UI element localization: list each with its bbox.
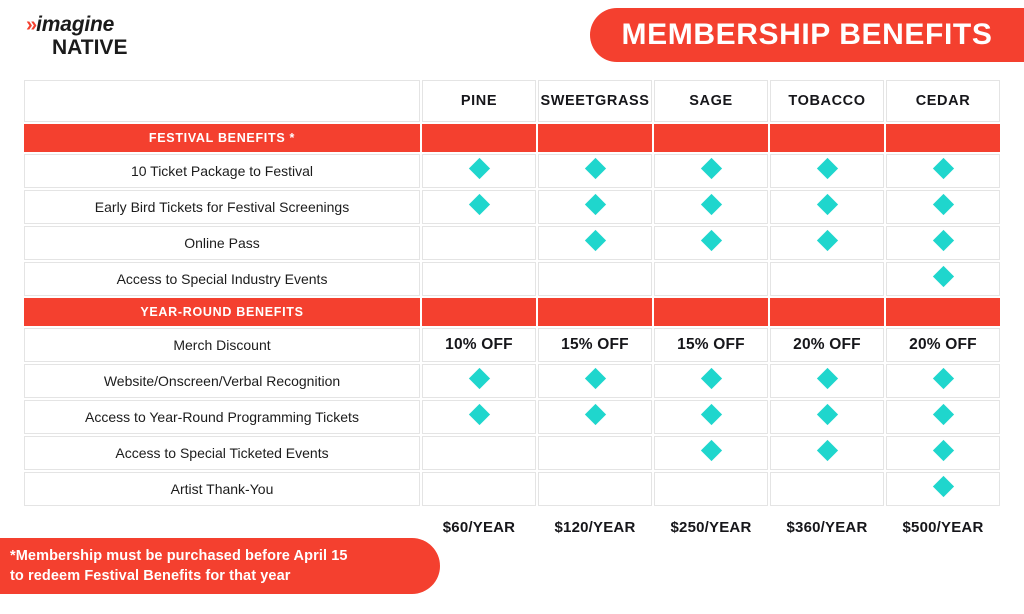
included-diamond-cell xyxy=(886,364,1000,398)
footnote-banner xyxy=(0,538,440,594)
discount-value-cell: 15% OFF xyxy=(654,328,768,362)
section-spacer-cell xyxy=(422,298,536,326)
included-diamond-cell xyxy=(886,190,1000,224)
tier-header-sweetgrass: SWEETGRASS xyxy=(538,80,652,122)
included-diamond-cell xyxy=(886,262,1000,296)
benefit-label: Website/Onscreen/Verbal Recognition xyxy=(24,364,420,398)
discount-value-cell: 20% OFF xyxy=(770,328,884,362)
price-tobacco: $360/YEAR xyxy=(786,518,868,536)
price-pine: $60/YEAR xyxy=(442,518,516,536)
section-header-row xyxy=(24,298,1000,326)
section-spacer-cell xyxy=(538,124,652,152)
table-row xyxy=(24,226,1000,260)
benefit-label: Artist Thank-You xyxy=(24,472,420,506)
included-diamond-cell xyxy=(422,364,536,398)
diamond-icon xyxy=(584,368,605,389)
section-header-row xyxy=(24,124,1000,152)
included-diamond-cell xyxy=(654,190,768,224)
table-row xyxy=(24,364,1000,398)
section-spacer-cell xyxy=(886,298,1000,326)
imaginenative-logo xyxy=(26,14,206,66)
empty-cell xyxy=(538,262,652,296)
table-row xyxy=(24,400,1000,434)
diamond-icon xyxy=(816,404,837,425)
diamond-icon xyxy=(932,368,953,389)
page-title: MEMBERSHIP BENEFITS xyxy=(621,18,993,51)
logo-word-imagine: imagine xyxy=(36,13,115,36)
benefit-label: 10 Ticket Package to Festival xyxy=(24,154,420,188)
diamond-icon xyxy=(584,230,605,251)
included-diamond-cell xyxy=(654,154,768,188)
diamond-icon xyxy=(932,230,953,251)
included-diamond-cell xyxy=(654,364,768,398)
included-diamond-cell xyxy=(886,400,1000,434)
page-header xyxy=(0,0,1024,78)
diamond-icon xyxy=(584,404,605,425)
included-diamond-cell xyxy=(886,472,1000,506)
benefit-label: Online Pass xyxy=(24,226,420,260)
diamond-icon xyxy=(700,230,721,251)
diamond-icon xyxy=(816,230,837,251)
section-spacer-cell xyxy=(538,298,652,326)
tier-header-cedar: CEDAR xyxy=(886,80,1000,122)
diamond-icon xyxy=(468,194,489,215)
diamond-icon xyxy=(700,440,721,461)
diamond-icon xyxy=(816,368,837,389)
benefits-table-wrap xyxy=(22,78,1002,548)
empty-cell xyxy=(422,226,536,260)
table-row xyxy=(24,262,1000,296)
diamond-icon xyxy=(816,158,837,179)
section-label: FESTIVAL BENEFITS * xyxy=(24,124,420,152)
table-corner-cell xyxy=(24,80,420,122)
included-diamond-cell xyxy=(422,400,536,434)
discount-value-cell: 15% OFF xyxy=(538,328,652,362)
included-diamond-cell xyxy=(538,400,652,434)
diamond-icon xyxy=(932,440,953,461)
empty-cell xyxy=(770,472,884,506)
included-diamond-cell xyxy=(654,226,768,260)
table-row xyxy=(24,472,1000,506)
included-diamond-cell xyxy=(770,400,884,434)
included-diamond-cell xyxy=(538,190,652,224)
benefit-label: Access to Year-Round Programming Tickets xyxy=(24,400,420,434)
included-diamond-cell xyxy=(538,364,652,398)
section-spacer-cell xyxy=(886,124,1000,152)
section-spacer-cell xyxy=(654,298,768,326)
included-diamond-cell xyxy=(654,400,768,434)
diamond-icon xyxy=(468,158,489,179)
diamond-icon xyxy=(816,194,837,215)
section-spacer-cell xyxy=(654,124,768,152)
diamond-icon xyxy=(700,194,721,215)
logo-line-1 xyxy=(26,14,206,36)
included-diamond-cell xyxy=(770,154,884,188)
benefits-table xyxy=(22,78,1002,548)
included-diamond-cell xyxy=(886,436,1000,470)
empty-cell xyxy=(422,262,536,296)
table-row xyxy=(24,154,1000,188)
table-header-row xyxy=(24,80,1000,122)
benefit-label: Early Bird Tickets for Festival Screenings xyxy=(24,190,420,224)
empty-cell xyxy=(654,262,768,296)
discount-value-cell: 20% OFF xyxy=(886,328,1000,362)
included-diamond-cell xyxy=(770,364,884,398)
benefit-label: Merch Discount xyxy=(24,328,420,362)
diamond-icon xyxy=(700,368,721,389)
empty-cell xyxy=(654,472,768,506)
diamond-icon xyxy=(700,158,721,179)
section-label: YEAR-ROUND BENEFITS xyxy=(24,298,420,326)
benefit-label: Access to Special Industry Events xyxy=(24,262,420,296)
price-sweetgrass: $120/YEAR xyxy=(554,518,636,536)
included-diamond-cell xyxy=(654,436,768,470)
footnote-line-1: *Membership must be purchased before April 15 xyxy=(10,548,348,564)
included-diamond-cell xyxy=(538,154,652,188)
diamond-icon xyxy=(932,476,953,497)
included-diamond-cell xyxy=(770,190,884,224)
diamond-icon xyxy=(700,404,721,425)
diamond-icon xyxy=(932,266,953,287)
included-diamond-cell xyxy=(770,226,884,260)
included-diamond-cell xyxy=(886,226,1000,260)
empty-cell xyxy=(538,436,652,470)
included-diamond-cell xyxy=(422,154,536,188)
empty-cell xyxy=(422,436,536,470)
included-diamond-cell xyxy=(422,190,536,224)
logo-word-native: NATIVE xyxy=(52,36,128,59)
empty-cell xyxy=(770,262,884,296)
chevrons-icon: » xyxy=(26,14,34,36)
diamond-icon xyxy=(584,194,605,215)
table-row xyxy=(24,190,1000,224)
diamond-icon xyxy=(816,440,837,461)
section-spacer-cell xyxy=(422,124,536,152)
section-spacer-cell xyxy=(770,298,884,326)
footnote-line-2: to redeem Festival Benefits for that year xyxy=(10,568,291,584)
table-row xyxy=(24,436,1000,470)
diamond-icon xyxy=(584,158,605,179)
benefit-label: Access to Special Ticketed Events xyxy=(24,436,420,470)
diamond-icon xyxy=(468,368,489,389)
tier-header-tobacco: TOBACCO xyxy=(770,80,884,122)
included-diamond-cell xyxy=(770,436,884,470)
diamond-icon xyxy=(932,158,953,179)
tier-header-sage: SAGE xyxy=(654,80,768,122)
price-cedar: $500/YEAR xyxy=(902,518,984,536)
empty-cell xyxy=(538,472,652,506)
discount-value-cell: 10% OFF xyxy=(422,328,536,362)
table-row xyxy=(24,328,1000,362)
tier-header-pine: PINE xyxy=(422,80,536,122)
included-diamond-cell xyxy=(886,154,1000,188)
diamond-icon xyxy=(932,404,953,425)
diamond-icon xyxy=(932,194,953,215)
included-diamond-cell xyxy=(538,226,652,260)
empty-cell xyxy=(422,472,536,506)
section-spacer-cell xyxy=(770,124,884,152)
price-sage: $250/YEAR xyxy=(670,518,752,536)
title-banner xyxy=(590,8,1024,62)
diamond-icon xyxy=(468,404,489,425)
